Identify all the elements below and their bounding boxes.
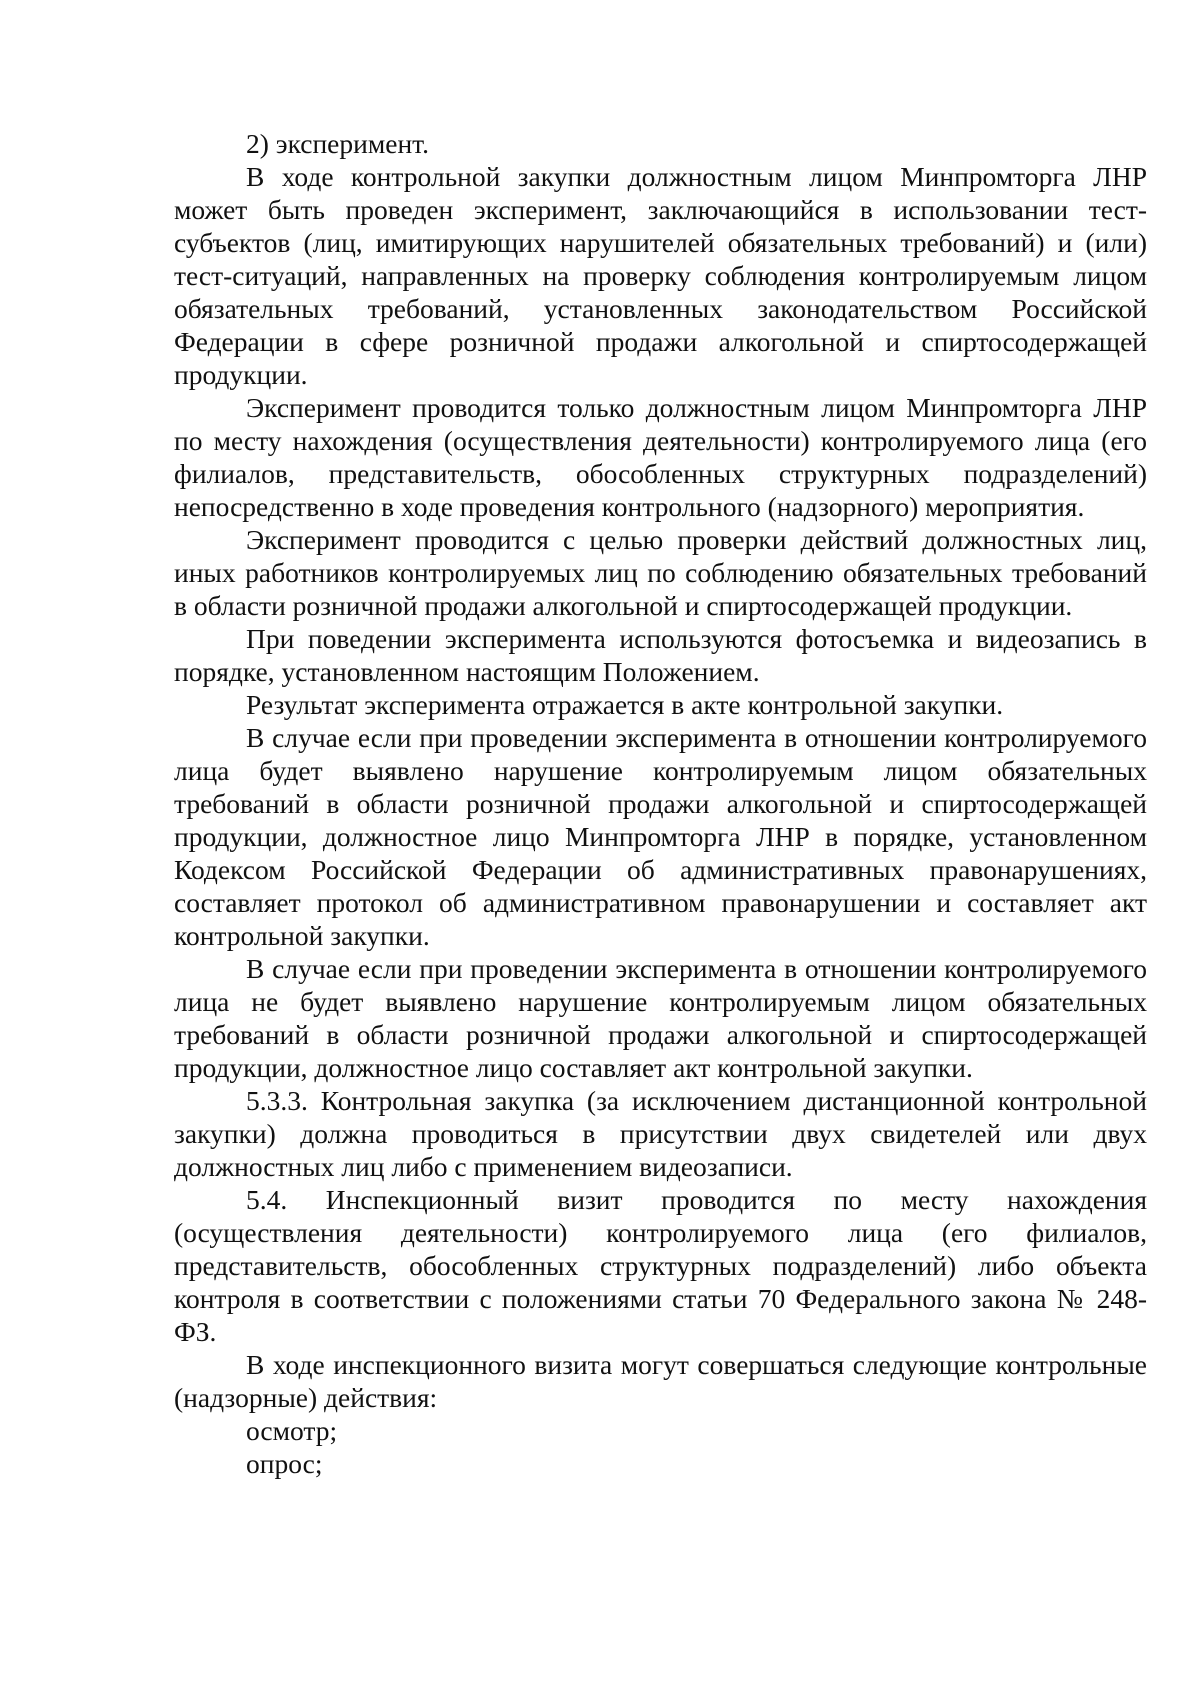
paragraph-section-5-4: 5.4. Инспекционный визит проводится по месту нахождения (осуществления деятельности) контролируемого лица (его филиалов, представительств, обособленных структурных подразделений) либо объекта контроля в соответствии с положениями статьи 70 Федерального закона № 248-ФЗ. xyxy=(174,1184,1147,1347)
paragraph-experiment-description: В ходе контрольной закупки должностным лицом Минпромторга ЛНР может быть проведен эксперимент, заключающийся в использовании тест-субъектов (лиц, имитирующих нарушителей обязательных требований) и (или) тест-ситуаций, направленных на проверку соблюдения контролируемым лицом обязательных требований, установленных законодательством Российской Федерации в сфере розничной продажи алкогольной и спиртосодержащей продукции. xyxy=(174,161,1147,390)
paragraph-violation-found: В случае если при проведении эксперимента в отношении контролируемого лица будет выявлено нарушение контролируемым лицом обязательных требований в области розничной продажи алкогольной и спиртосодержащей продукции, должностное лицо Минпромторга ЛНР в порядке, установленном Кодексом Российской Федерации об административных правонарушениях, составляет протокол об административном правонарушении и составляет акт контрольной закупки. xyxy=(174,722,1147,951)
paragraph-section-5-3-3: 5.3.3. Контрольная закупка (за исключением дистанционной контрольной закупки) должна проводиться в присутствии двух свидетелей или двух должностных лиц либо с применением видеозаписи. xyxy=(174,1085,1147,1182)
paragraph-violation-not-found: В случае если при проведении эксперимента в отношении контролируемого лица не будет выявлено нарушение контролируемым лицом обязательных требований в области розничной продажи алкогольной и спиртосодержащей продукции, должностное лицо составляет акт контрольной закупки. xyxy=(174,953,1147,1083)
paragraph-inspection-actions: В ходе инспекционного визита могут совершаться следующие контрольные (надзорные) действия: xyxy=(174,1349,1147,1413)
paragraph-item-experiment: 2) эксперимент. xyxy=(246,128,430,159)
document-body xyxy=(174,127,1147,1480)
list-item-inspection: осмотр; xyxy=(246,1415,338,1446)
paragraph-photo-video: При поведении эксперимента используются фотосъемка и видеозапись в порядке, установленном настоящим Положением. xyxy=(174,623,1147,687)
paragraph-experiment-result: Результат эксперимента отражается в акте контрольной закупки. xyxy=(246,689,1004,720)
paragraph-experiment-location: Эксперимент проводится только должностным лицом Минпромторга ЛНР по месту нахождения (осуществления деятельности) контролируемого лица (его филиалов, представительств, обособленных структурных подразделений) непосредственно в ходе проведения контрольного (надзорного) мероприятия. xyxy=(174,392,1147,522)
list-item-survey: опрос; xyxy=(246,1448,323,1479)
paragraph-experiment-purpose: Эксперимент проводится с целью проверки действий должностных лиц, иных работников контролируемых лиц по соблюдению обязательных требований в области розничной продажи алкогольной и спиртосодержащей продукции. xyxy=(174,524,1147,621)
